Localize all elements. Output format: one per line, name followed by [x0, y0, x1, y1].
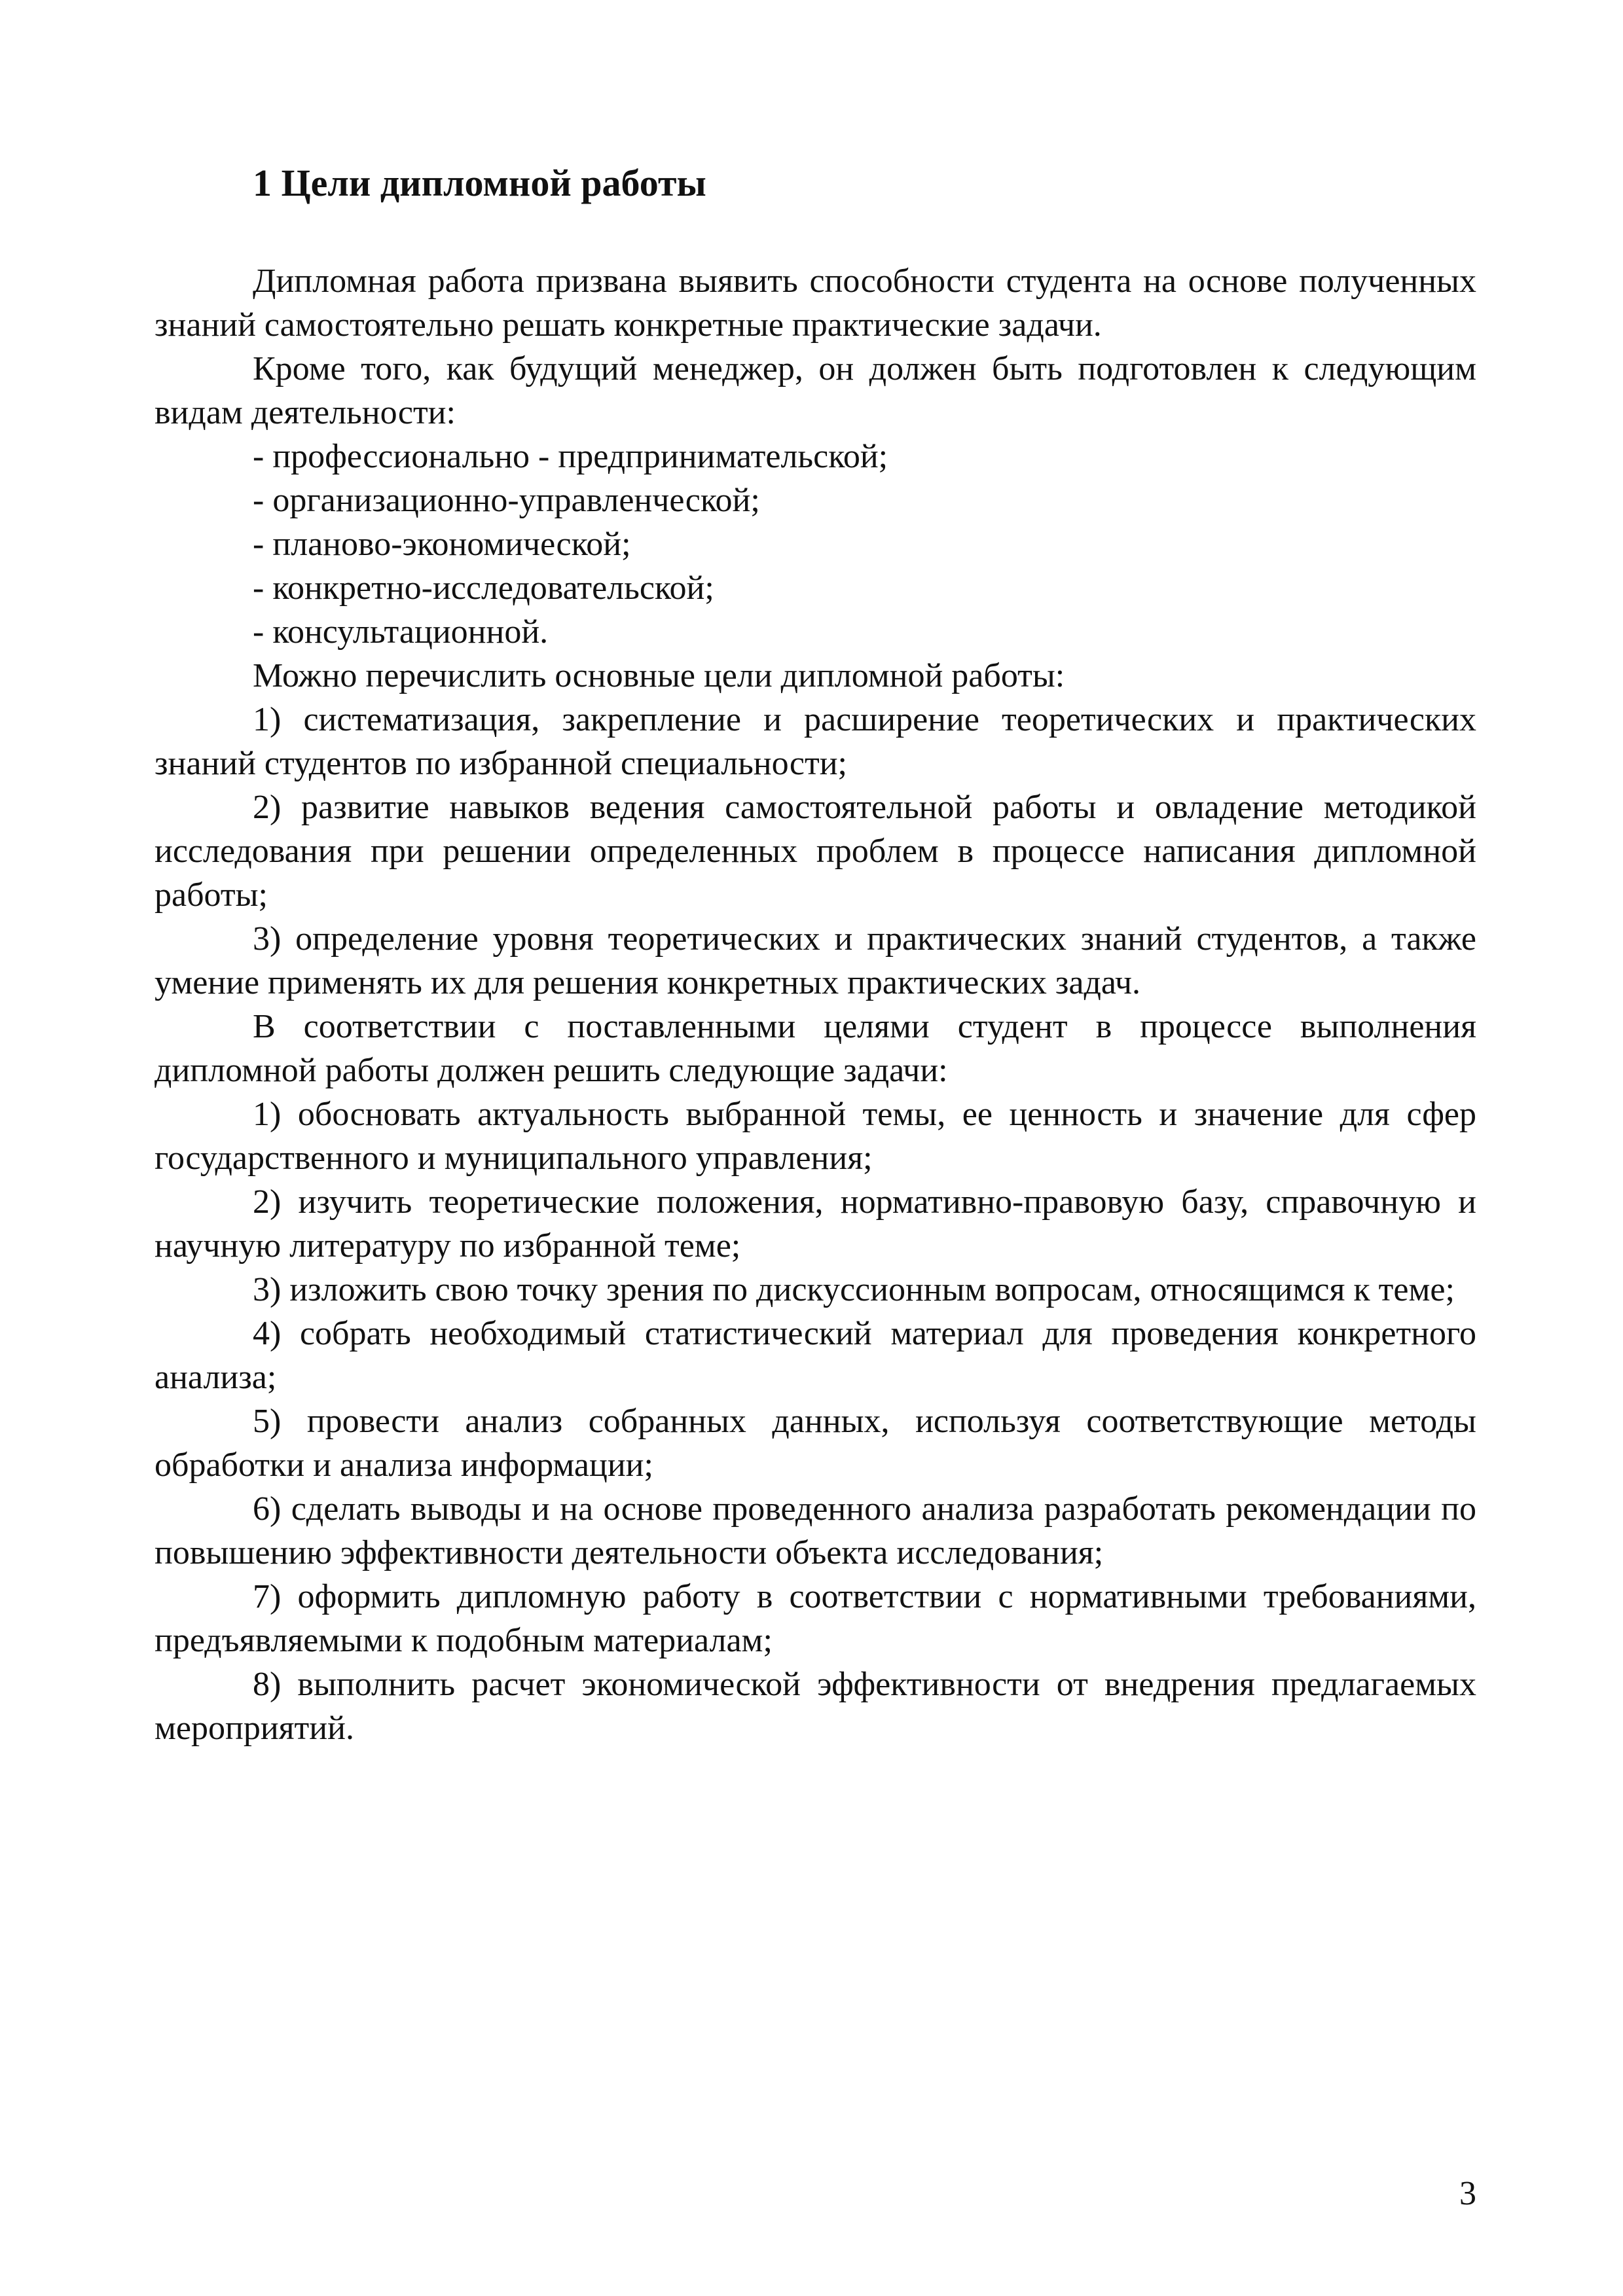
- activity-type-item: - организационно-управленческой;: [253, 482, 760, 519]
- task-item: 1) обосновать актуальность выбранной темы, ее ценность и значение для сфер государственного и муниципального управления;: [155, 1096, 1476, 1177]
- task-item: 4) собрать необходимый статистический материал для проведения конкретного анализа;: [155, 1315, 1476, 1396]
- activity-types-list: [155, 435, 1476, 654]
- goal-item: 1) систематизация, закрепление и расширение теоретических и практических знаний студентов по избранной специальности;: [155, 701, 1476, 782]
- task-item: 2) изучить теоретические положения, нормативно-правовую базу, справочную и научную литературу по избранной теме;: [155, 1183, 1476, 1265]
- task-item: 8) выполнить расчет экономической эффективности от внедрения предлагаемых мероприятий.: [155, 1666, 1476, 1747]
- goals-intro-paragraph: Можно перечислить основные цели дипломной работы:: [253, 657, 1065, 694]
- activity-type-item: - профессионально - предпринимательской;: [253, 438, 888, 475]
- section-body: [155, 259, 1476, 1750]
- activities-intro-paragraph: Кроме того, как будущий менеджер, он должен быть подготовлен к следующим видам деятельности:: [155, 350, 1476, 431]
- tasks-intro-paragraph: В соответствии с поставленными целями студент в процессе выполнения дипломной работы должен решить следующие задачи:: [155, 1008, 1476, 1089]
- task-item: 7) оформить дипломную работу в соответствии с нормативными требованиями, предъявляемыми к подобным материалам;: [155, 1578, 1476, 1659]
- intro-paragraph: Дипломная работа призвана выявить способности студента на основе полученных знаний самостоятельно решать конкретные практические задачи.: [155, 262, 1476, 344]
- task-item: 5) провести анализ собранных данных, используя соответствующие методы обработки и анализа информации;: [155, 1403, 1476, 1484]
- section-heading: 1 Цели дипломной работы: [253, 162, 706, 204]
- goals-list: [155, 698, 1476, 1005]
- task-item: 3) изложить свою точку зрения по дискуссионным вопросам, относящимся к теме;: [253, 1271, 1455, 1308]
- document-content: [155, 157, 1476, 1750]
- activity-type-item: - консультационной.: [253, 613, 549, 651]
- activity-type-item: - конкретно-исследовательской;: [253, 569, 714, 607]
- goal-item: 3) определение уровня теоретических и практических знаний студентов, а также умение применять их для решения конкретных практических задач.: [155, 920, 1476, 1001]
- page-number: 3: [1459, 2175, 1476, 2212]
- tasks-list: [155, 1092, 1476, 1750]
- activity-type-item: - планово-экономической;: [253, 526, 631, 563]
- task-item: 6) сделать выводы и на основе проведенного анализа разработать рекомендации по повышению эффективности деятельности объекта исследования;: [155, 1490, 1476, 1571]
- goal-item: 2) развитие навыков ведения самостоятельной работы и овладение методикой исследования при решении определенных проблем в процессе написания дипломной работы;: [155, 789, 1476, 914]
